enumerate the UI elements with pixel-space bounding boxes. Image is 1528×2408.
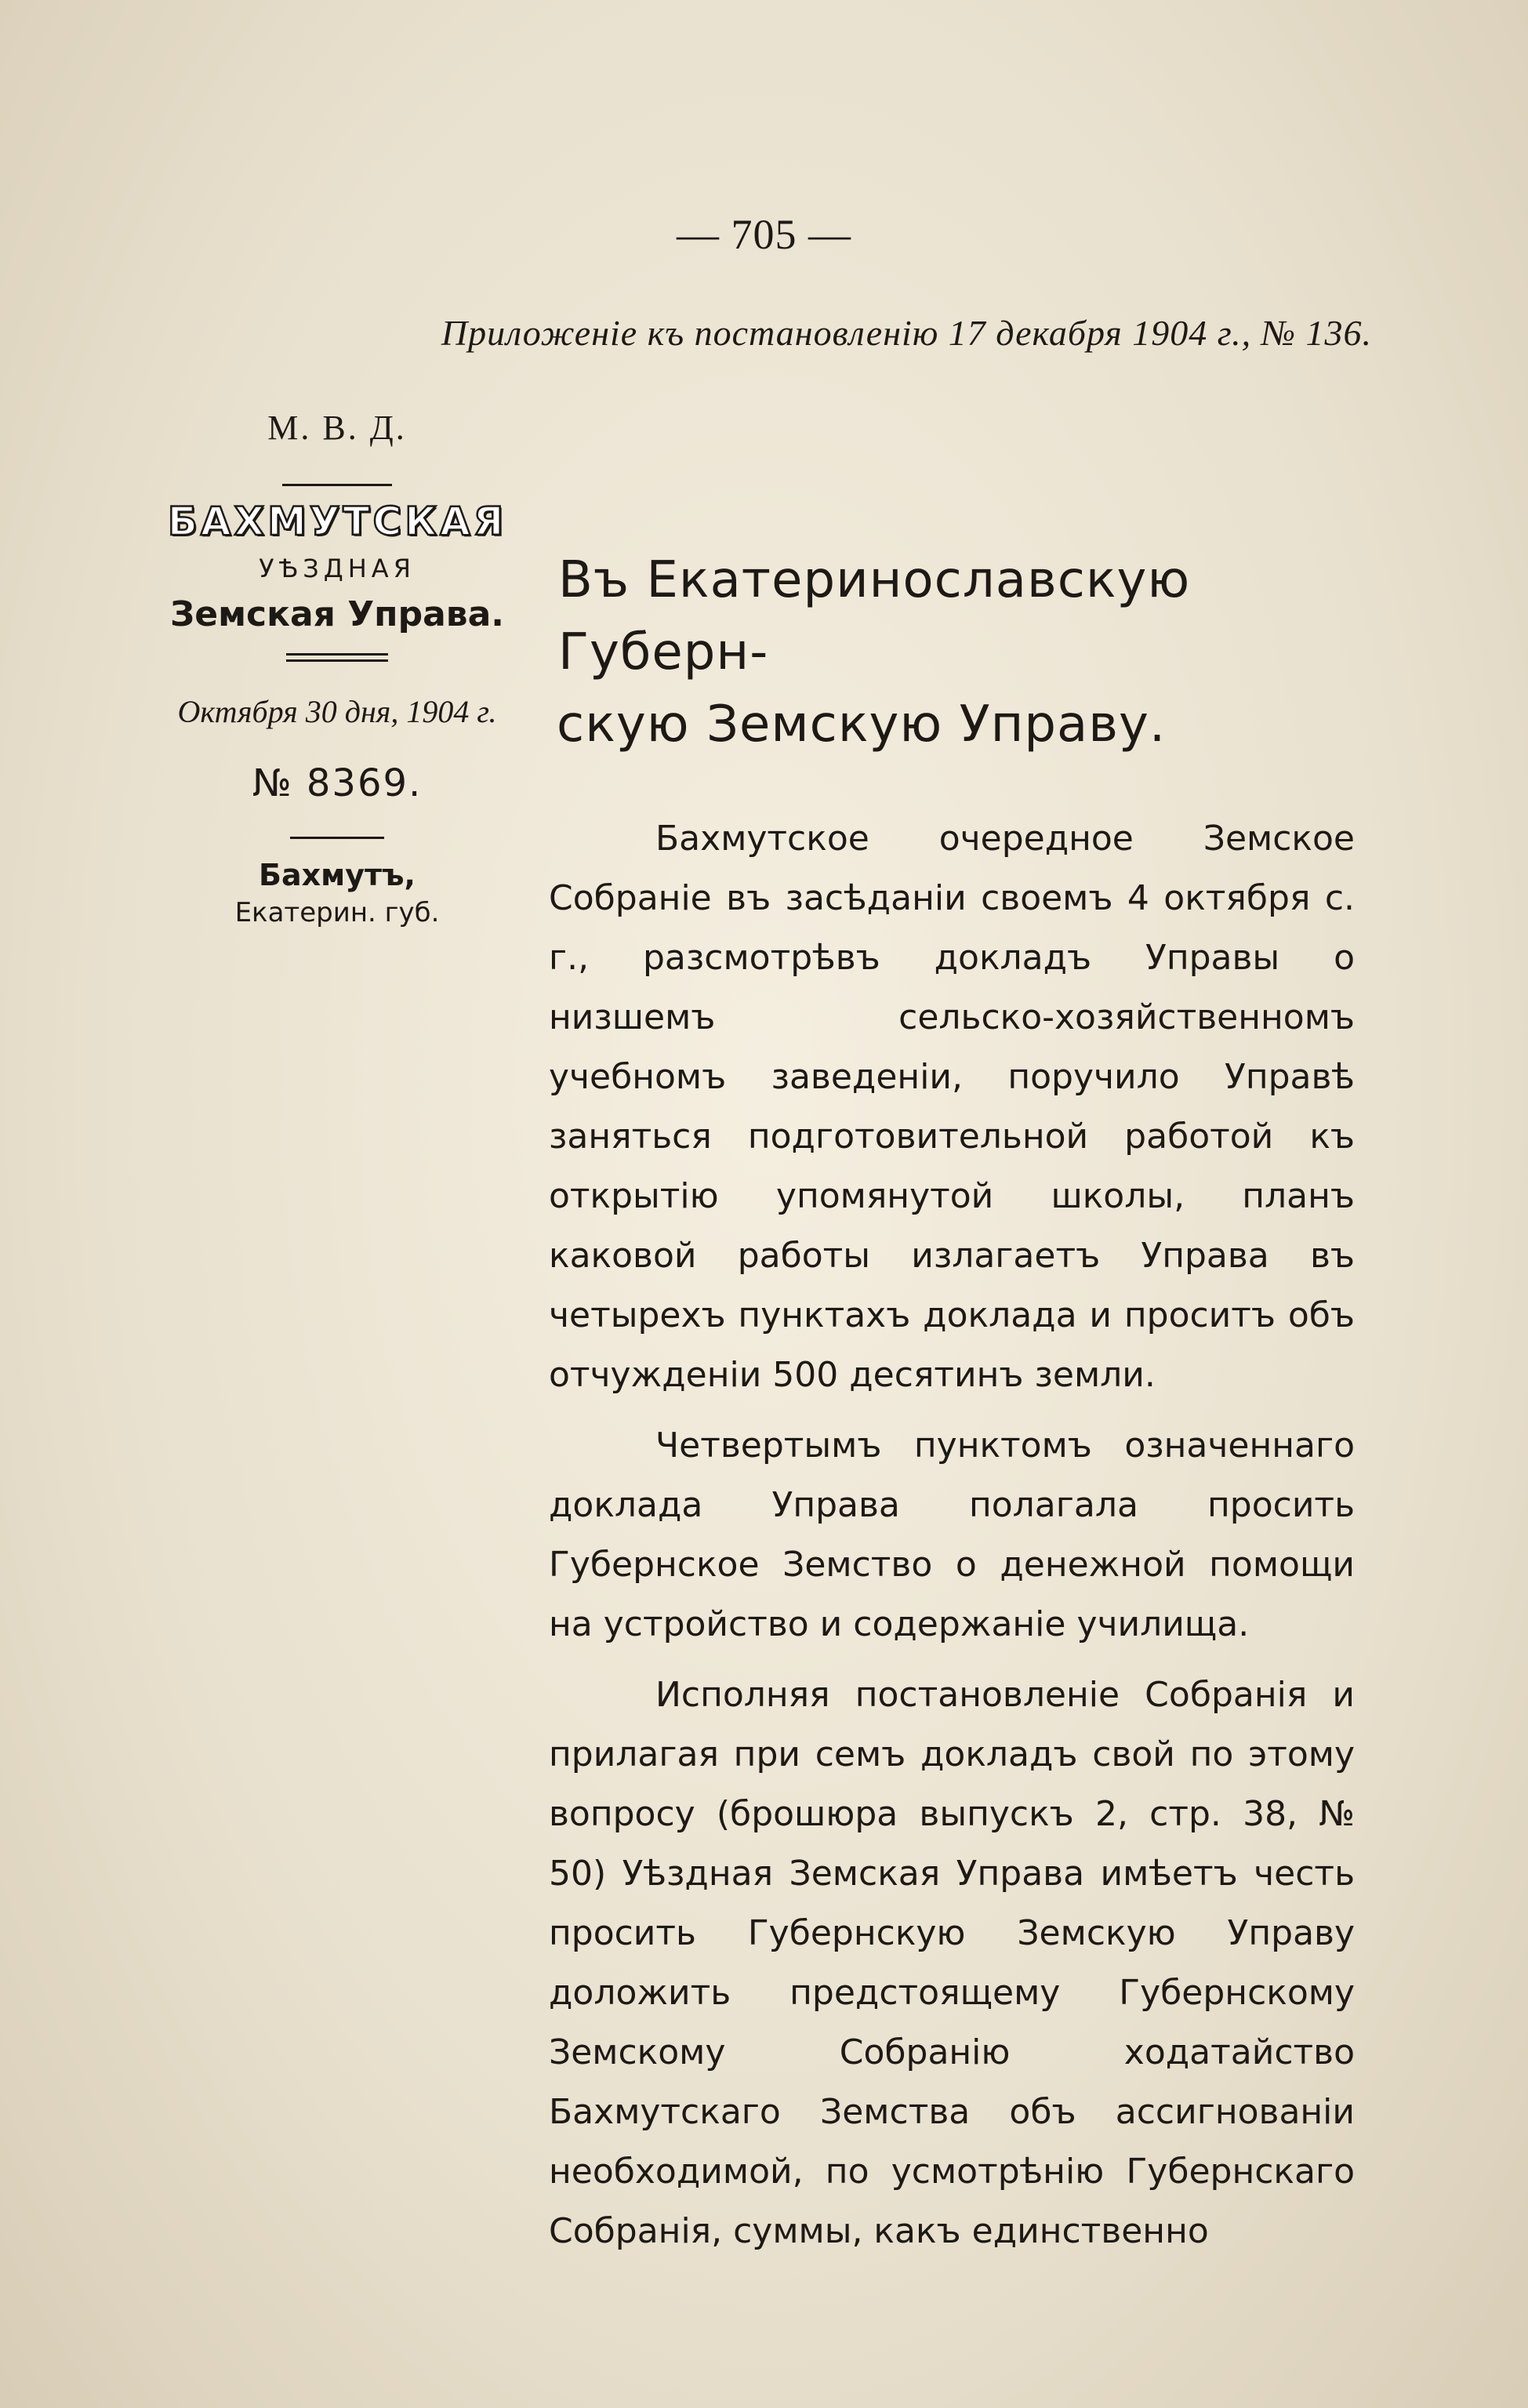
addressee <box>558 544 1405 761</box>
body-paragraph-1: Бахмутское очередное Земское Собранiе въ засѣданiи своемъ 4 октября с. г., разсмотрѣвъ докладъ Управы о низшемъ сельско-хозяйственномъ учебномъ заведенiи, поручило Управѣ заняться подготовительной работой къ открытiю упомянутой школы, планъ каковой работы излагаетъ Управа въ четырехъ пунктахъ доклада и проситъ объ отчужденiи 500 десятинъ земли. <box>549 819 1355 1395</box>
letter-body <box>549 809 1355 2272</box>
body-paragraph-2: Четвертымъ пунктомъ означеннаго доклада Управа полагала просить Губернское Земство о денежной помощи на устройство и содержанiе училища. <box>549 1426 1355 1644</box>
sender-province: Екатерин. губ. <box>234 897 440 928</box>
ministry-label: М. В. Д. <box>267 409 407 447</box>
double-divider-rule <box>286 653 388 662</box>
divider-rule <box>282 484 392 486</box>
body-paragraph-3: Исполняя постановленiе Собранiя и прилагая при семъ докладъ свой по этому вопросу (брошюра выпускъ 2, стр. 38, № 50) Уѣздная Земская Управа имѣетъ честь просить Губернскую Земскую Управу доложить предстоящему Губернскому Земскому Собранiю ходатайство Бахмутскаго Земства объ ассигнованiи необходимой, по усмотрѣнiю Губернскаго Собранiя, суммы, какъ единственно <box>549 1675 1355 2251</box>
letter-date: Октября 30 дня, 1904 г. <box>177 694 497 729</box>
appendix-note: Приложенiе къ постановленiю 17 декабря 1904 г., № 136. <box>441 313 1372 353</box>
addressee-line-2: скую Земскую Управу. <box>557 696 1167 754</box>
page-number: — 705 — <box>677 211 851 258</box>
addressee-line-1: Въ Екатеринославскую Губерн- <box>558 551 1191 681</box>
organization-name: БАХМУТСКАЯ <box>167 499 507 544</box>
sender-city: Бахмутъ, <box>259 858 416 892</box>
sender-block <box>125 392 549 928</box>
registration-number: № 8369. <box>252 761 423 805</box>
organization-full-name: Земская Управа. <box>169 594 505 634</box>
organization-subtitle: УѢЗДНАЯ <box>259 554 416 583</box>
divider-rule-short <box>290 837 384 839</box>
